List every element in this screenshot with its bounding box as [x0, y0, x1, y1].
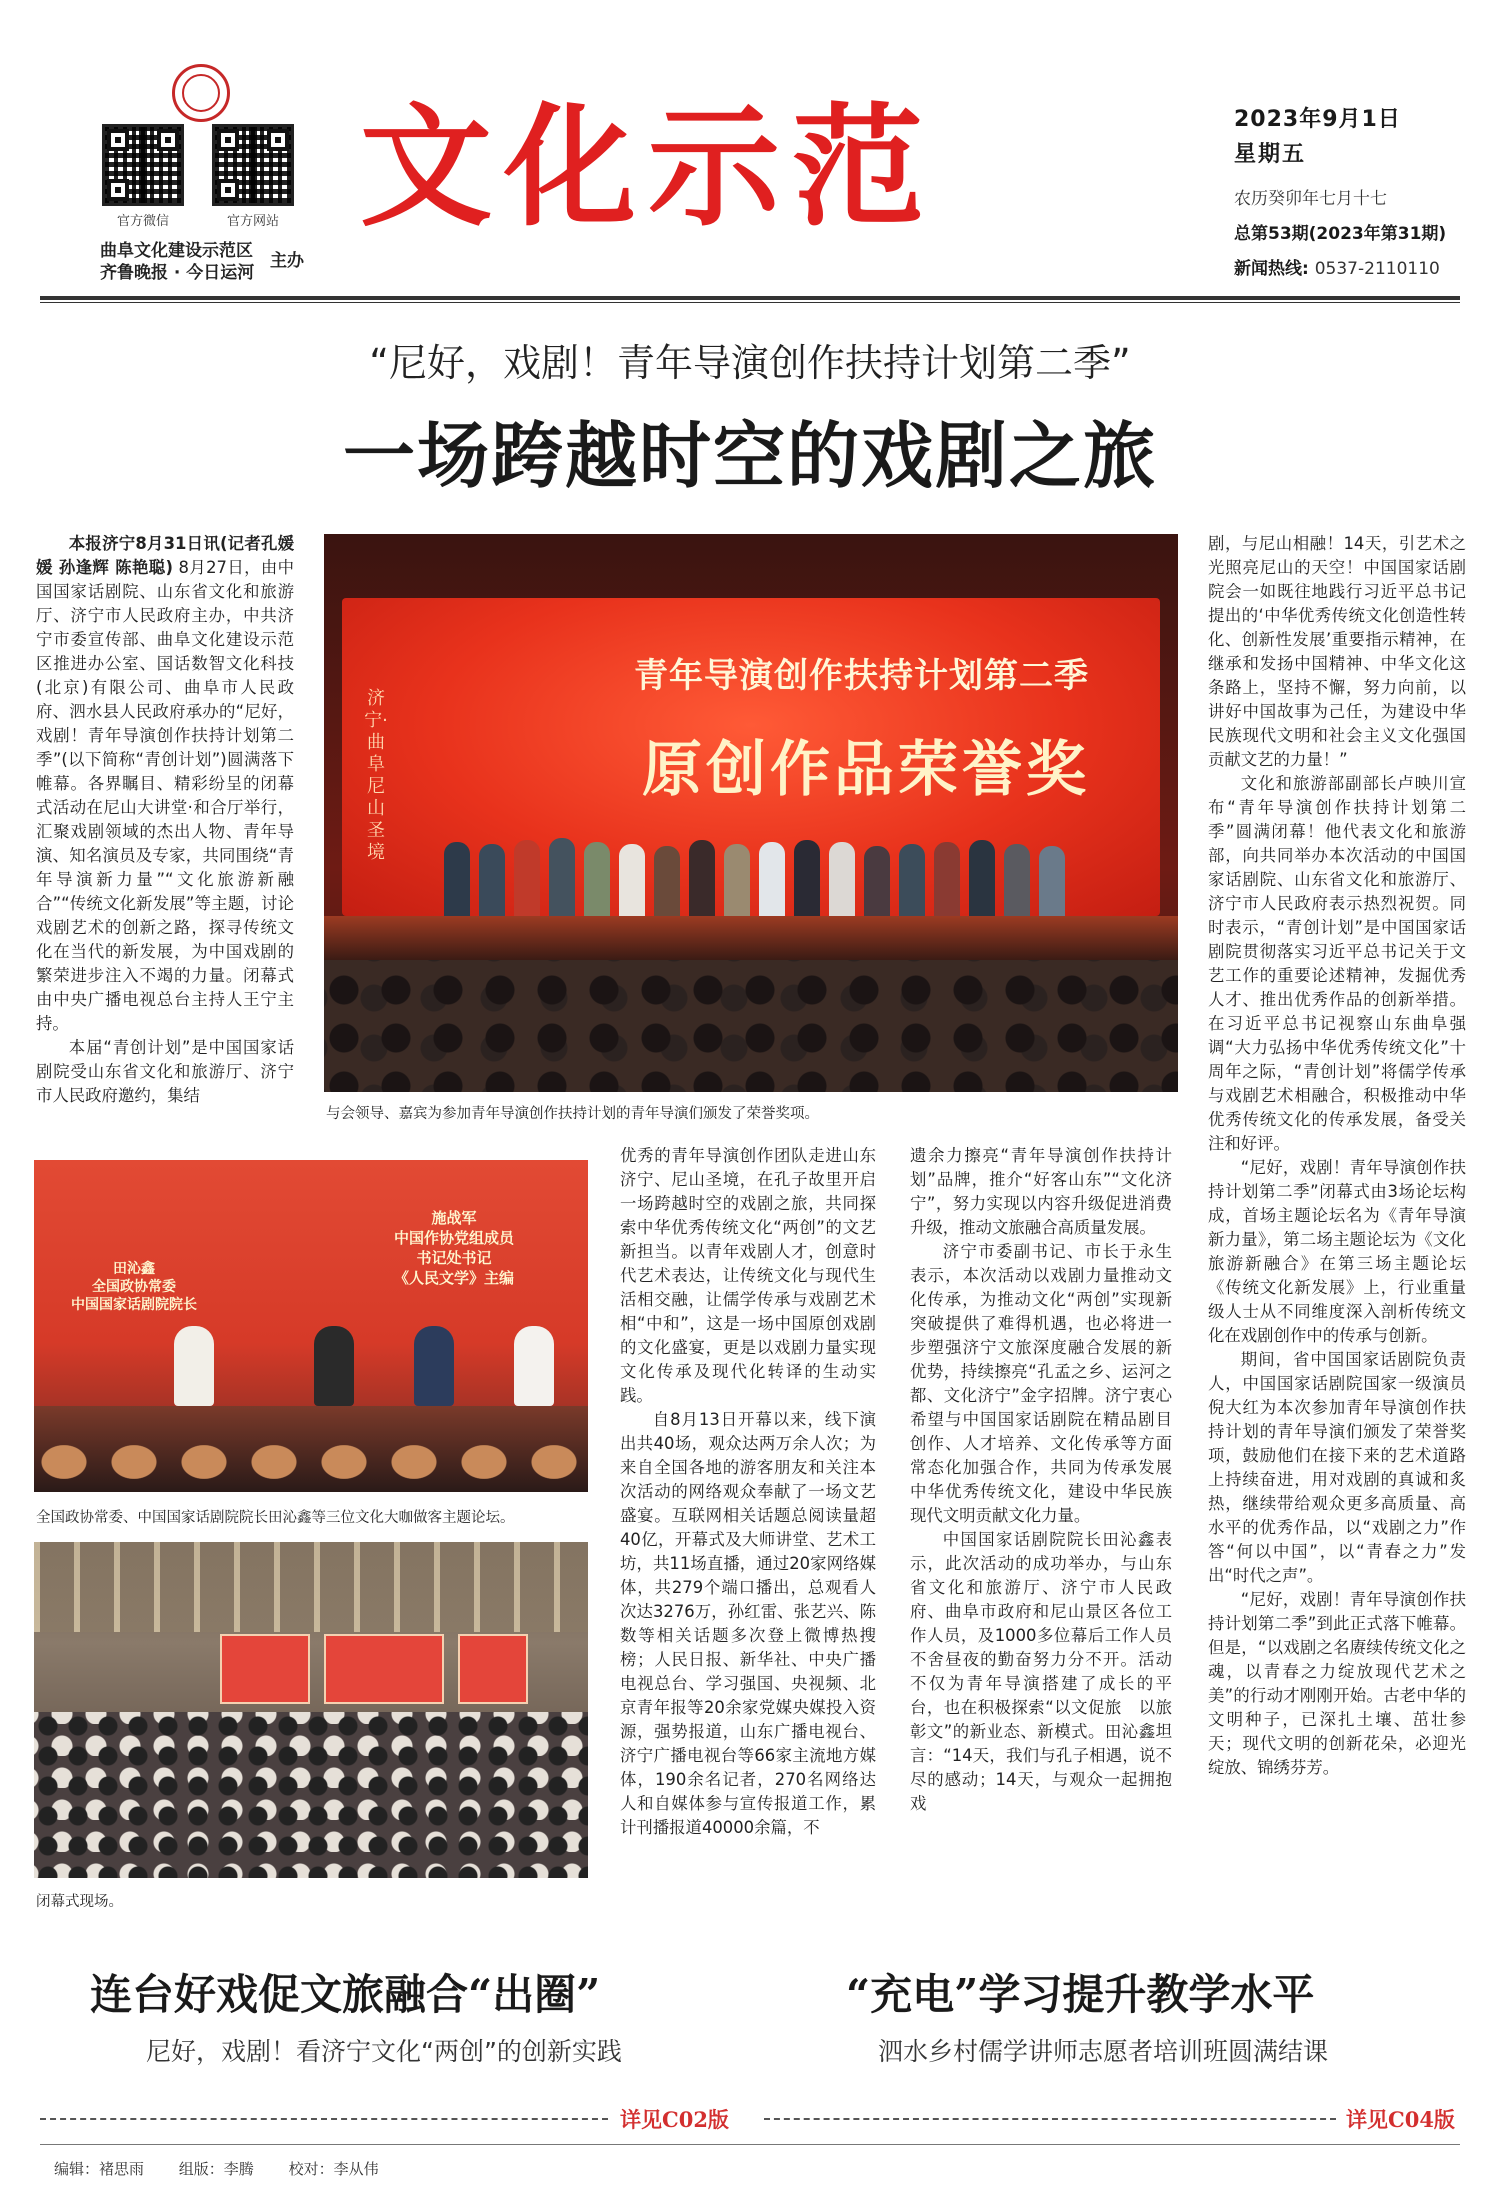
footer-proof: 校对：李从伟 [288, 2160, 379, 2178]
issue-date: 2023年9月1日 [1234, 107, 1401, 132]
article-col3-p3: 中国国家话剧院院长田沁鑫表示，此次活动的成功举办，与山东省文化和旅游厅、济宁市人民政府、曲阜市政府和尼山景区各位工作人员，及1000多位幕后工作人员不舍昼夜的勤奋努力分不开。活动不仅为青年导演搭建了成长的平台，也在积极探索“以文促旅 以旅彰文”的新业态、新模式。田沁鑫坦言：“14天，我们与孔子相遇，说不尽的感动；14天，与观众一起拥抱戏 [910, 1530, 1172, 1813]
issue-info [1234, 102, 1474, 279]
teaser-1-title[interactable]: 连台好戏促文旅融合“出圈” [90, 1970, 601, 2019]
screen-vertical-text: 济宁·曲阜尼山圣境 [364, 688, 388, 863]
article-col3-p1: 遗余力擦亮“青年导演创作扶持计划”品牌，推介“好客山东”“文化济宁”，努力实现以内容升级促进消费升级，推动文旅融合高质量发展。 [910, 1146, 1172, 1237]
hotline-number: 0537-2110110 [1314, 259, 1440, 279]
sponsor-2: 齐鲁晚报 · 今日运河 [100, 263, 255, 283]
article-col4-p3: “尼好，戏剧！青年导演创作扶持计划第二季”闭幕式由3场论坛构成，首场主题论坛名为《青年导演新力量》，第二场主题论坛为《文化旅游新融合》在第三场主题论坛《传统文化新发展》上，行业重量级人士从不同维度深入剖析传统文化在戏剧创作中的传承与创新。 [1208, 1158, 1466, 1345]
article-column-1 [36, 532, 294, 1142]
teaser-2-title[interactable]: “充电”学习提升教学水平 [846, 1970, 1315, 2019]
forum-audience [34, 1440, 588, 1492]
audience [324, 960, 1178, 1092]
teaser-2-subtitle: 泗水乡村儒学讲师志愿者培训班圆满结课 [878, 2037, 1329, 2066]
newspaper-seal-icon [172, 64, 230, 122]
hall-screen-center [324, 1634, 444, 1704]
issue-lunar-date: 农历癸卯年七月十七 [1234, 189, 1387, 209]
article-col4-p2: 文化和旅游部副部长卢映川宣布“青年导演创作扶持计划第二季”圆满闭幕！他代表文化和旅游部，向共同举办本次活动的中国国家话剧院、山东省文化和旅游厅、济宁市人民政府表示热烈祝贺。同时表示，“青创计划”是中国国家话剧院贯彻落实习近平总书记关于文艺工作的重要论述精神，发掘优秀人才、推出优秀作品的创新举措。在习近平总书记视察山东曲阜强调“大力弘扬中华优秀传统文化”十周年之际，“青创计划”将儒学传承与戏剧艺术相融合，积极推动中华优秀传统文化的传承发展，备受关注和好评。 [1208, 774, 1466, 1153]
footer-divider [40, 2144, 1460, 2145]
photo-1-caption: 与会领导、嘉宾为参加青年导演创作扶持计划的青年导演们颁发了荣誉奖项。 [326, 1106, 819, 1122]
article-column-4 [1208, 532, 1466, 1874]
closing-ceremony-photo [34, 1542, 588, 1878]
hall-ceiling [34, 1542, 588, 1632]
website-qr-code-icon[interactable] [212, 124, 294, 206]
news-hotline [1234, 254, 1474, 279]
article-col3-p2: 济宁市委副书记、市长于永生表示，本次活动以戏剧力量推动文化传承，为推动文化“两创”实现新突破提供了难得机遇，也必将进一步塑强济宁文旅深度融合发展的新优势，持续擦亮“孔孟之乡、运河之都、文化济宁”金字招牌。济宁衷心希望与中国国家话剧院在精品剧目创作、人才培养、文化传承等方面常态化加强合作，共同为传承发展中华优秀传统文化，建设中华民族现代文明贡献文化力量。 [910, 1242, 1172, 1525]
article-column-3 [910, 1144, 1172, 1874]
article-dateline: 本报济宁8月31日讯(记者孔媛媛 孙逢辉 陈艳聪) [36, 534, 294, 577]
sponsor-tag: 主办 [270, 251, 304, 271]
issue-number: 总第53期(2023年第31期) [1234, 224, 1447, 244]
forum-photo [34, 1160, 588, 1492]
qr-label-wechat: 官方微信 [116, 214, 169, 229]
hall-screen-right [458, 1634, 528, 1704]
award-ceremony-photo [324, 534, 1178, 1092]
masthead-divider-thin [40, 302, 1460, 303]
footer-layout: 组版：李腾 [178, 2160, 254, 2178]
photo-3-caption: 闭幕式现场。 [36, 1894, 123, 1910]
article-col1-p2: 本届“青创计划”是中国国家话剧院受山东省文化和旅游厅、济宁市人民政府邀约，集结 [36, 1038, 294, 1105]
article-col4-p1: 剧，与尼山相融！14天，引艺术之光照亮尼山的天空！中国国家话剧院会一如既往地践行习近平总书记提出的‘中华优秀传统文化创造性转化、创新性发展’重要指示精神，在继承和发扬中国精神、中华文化这条路上，坚持不懈，努力向前，以讲好中国故事为己任，为建设中华民族现代文明和社会主义文化强国贡献文艺的力量！” [1208, 534, 1466, 769]
photo-2-caption: 全国政协常委、中国国家话剧院院长田沁鑫等三位文化大咖做客主题论坛。 [36, 1510, 515, 1526]
stage-floor [324, 916, 1178, 960]
sponsor-1: 曲阜文化建设示范区 [100, 241, 253, 261]
article-col1-p1: 8月27日，由中国国家话剧院、山东省文化和旅游厅、济宁市人民政府主办，中共济宁市委宣传部、曲阜文化建设示范区推进办公室、国话数智文化科技(北京)有限公司、曲阜市人民政府、泗水县人民政府承办的“尼好，戏剧！青年导演创作扶持计划第二季”(以下简称“青创计划”)圆满落下帷幕。各界瞩目、精彩纷呈的闭幕式活动在尼山大讲堂·和合厅举行，汇聚戏剧领域的杰出人物、青年导演、知名演员及专家，共同围绕“青年导演新力量”“文化旅游新融合”“传统文化新发展”等主题，讨论戏剧艺术的创新之路，探寻传统文化在当代的新发展，为中国戏剧的繁荣进步注入不竭的力量。闭幕式由中央广播电视总台主持人王宁主持。 [36, 558, 294, 1033]
article-col2-p2: 自8月13日开幕以来，线下演出共40场，观众达两万余人次；为来自全国各地的游客朋友和关注本次活动的网络观众奉献了一场文艺盛宴。互联网相关话题总阅读量超40亿，开幕式及大师讲堂、艺术工坊，共11场直播，通过20家网络媒体，共279个端口播出，总观看人次达3276万，孙红雷、张艺兴、陈数等相关话题多次登上微博热搜榜；人民日报、新华社、中央广播电视总台、学习强国、央视频、北京青年报等20余家党媒央媒投入资源，强势报道，山东广播电视台、济宁广播电视台等66家主流地方媒体，190余名记者，270名网络达人和自媒体参与宣传报道工作，累计刊播报道40000余篇，不 [620, 1410, 876, 1837]
footer-editor: 编辑：褚思雨 [54, 2160, 145, 2178]
article-column-2 [620, 1144, 876, 1874]
newspaper-title: 文化示范 [360, 91, 936, 245]
teaser-1-subtitle: 尼好，戏剧！看济宁文化“两创”的创新实践 [146, 2037, 622, 2066]
article-headline: 一场跨越时空的戏剧之旅 [342, 413, 1157, 498]
footer-credits [54, 2158, 379, 2179]
masthead [0, 0, 1500, 300]
speaker-name-right: 施战军 中国作协党组成员 书记处书记 《人民文学》主编 [393, 1209, 514, 1287]
hall-audience [34, 1712, 588, 1878]
wechat-qr-code-icon[interactable] [102, 124, 184, 206]
qr-label-website: 官方网站 [226, 214, 279, 229]
article-col2-p1: 优秀的青年导演创作团队走进山东济宁、尼山圣境，在孔子故里开启一场跨越时空的戏剧之旅，共同探索中华优秀传统文化“两创”的文艺新担当。以青年戏剧人才，创意时代艺术表达，让传统文化与现代生活相交融，让儒学传承与戏剧艺术相“中和”，这是一场中国原创戏剧的文化盛宴，更是以戏剧力量实现文化传承及现代化转译的生动实践。 [620, 1146, 876, 1405]
article-col4-p5: “尼好，戏剧！青年导演创作扶持计划第二季”到此正式落下帷幕。但是，“以戏剧之名赓续传统文化之魂，以青春之力绽放现代艺术之美”的行动才刚刚开始。古老中华的文明种子，已深扎土壤、茁壮参天；现代文明的创新花朵，必迎光绽放、锦绣芬芳。 [1208, 1590, 1466, 1777]
masthead-divider [40, 296, 1460, 300]
article-kicker: “尼好，戏剧！青年导演创作扶持计划第二季” [369, 341, 1131, 385]
issue-weekday: 星期五 [1234, 142, 1307, 167]
hall-screen-left [220, 1634, 310, 1704]
teaser-1-divider [40, 2118, 608, 2120]
hotline-label: 新闻热线: [1234, 259, 1309, 279]
teaser-2-divider [764, 2118, 1336, 2120]
screen-title: 青年导演创作扶持计划第二季 [634, 656, 1089, 696]
screen-award: 原创作品荣誉奖 [642, 735, 1090, 805]
teaser-1-page-link[interactable]: 详见C02版 [620, 2107, 729, 2132]
article-col4-p4: 期间，省中国国家话剧院负责人，中国国家话剧院国家一级演员倪大红为本次参加青年导演创作扶持计划的青年导演们颁发了荣誉奖项，鼓励他们在接下来的艺术道路上持续奋进，用对戏剧的真诚和炙热，继续带给观众更多高质量、高水平的优秀作品，以“戏剧之力”作答“何以中国”，以“青春之力”发出“时代之声”。 [1208, 1350, 1466, 1585]
speaker-name-left: 田沁鑫 全国政协常委 中国国家话剧院院长 [71, 1261, 197, 1313]
teaser-2-page-link[interactable]: 详见C04版 [1346, 2107, 1455, 2132]
